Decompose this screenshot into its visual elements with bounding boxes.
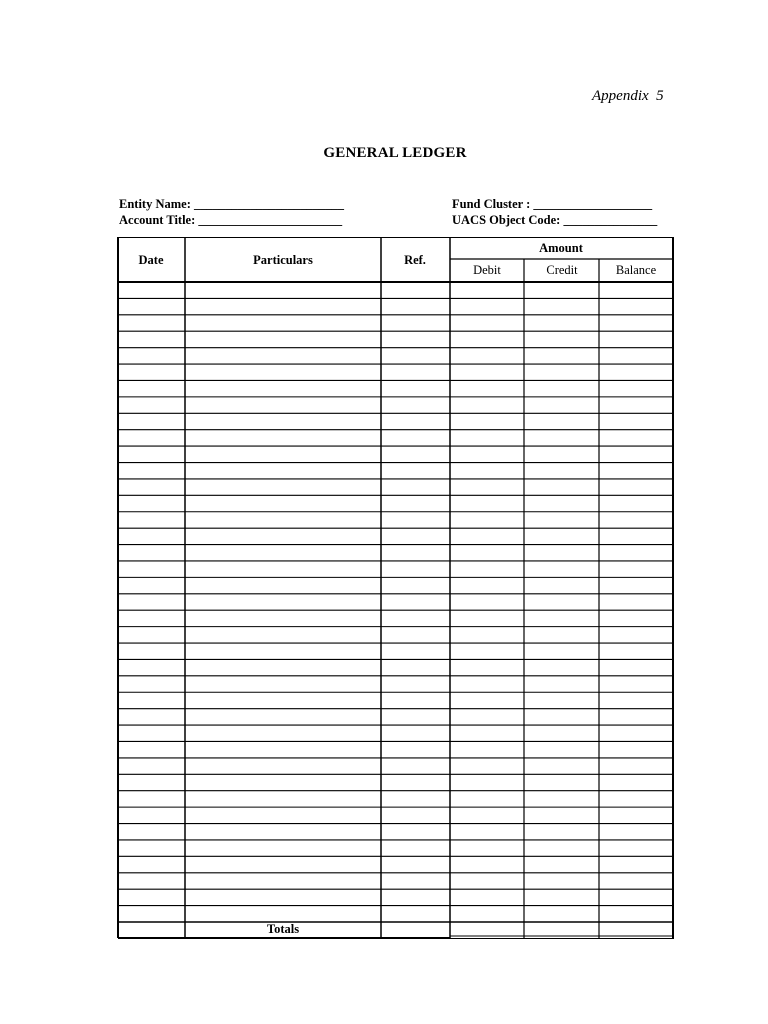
totals-label: Totals (266, 922, 300, 936)
appendix-label: Appendix 5 (592, 88, 664, 104)
fund-cluster-field: Fund Cluster : ___________________ (452, 197, 653, 211)
header-credit: Credit (546, 263, 578, 277)
entity-name-field: Entity Name: ________________________ (119, 197, 344, 211)
account-title-field: Account Title: _______________________ (119, 213, 343, 227)
blank-rows (118, 298, 673, 922)
header-debit: Debit (473, 263, 501, 277)
page-title: GENERAL LEDGER (323, 145, 467, 161)
header-particulars: Particulars (253, 253, 313, 267)
ledger-grid (117, 237, 674, 939)
ledger-table (117, 237, 674, 939)
header-date: Date (138, 253, 164, 267)
header-amount: Amount (539, 241, 583, 255)
uacs-object-code-field: UACS Object Code: _______________ (452, 213, 658, 227)
grid-lines (118, 237, 673, 939)
header-ref: Ref. (404, 253, 426, 267)
header-balance: Balance (615, 263, 657, 277)
